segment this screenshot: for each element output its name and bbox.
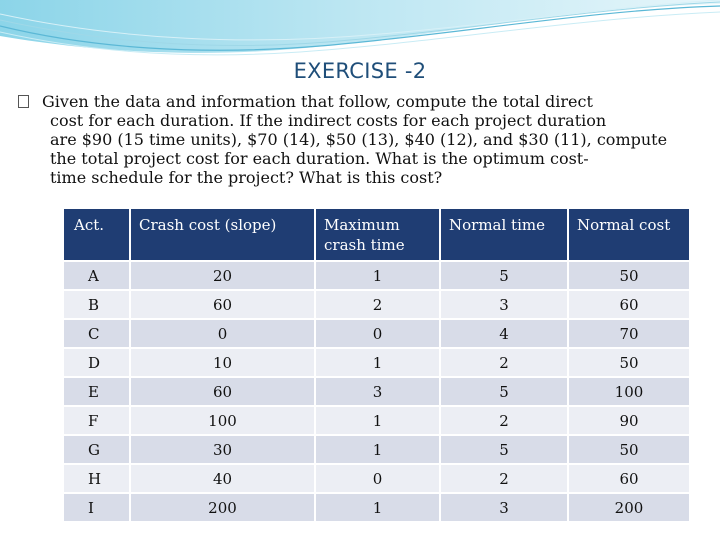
cell-normal-cost: 70 [568,319,690,348]
table-header-row [63,208,690,261]
cell-crash-cost: 10 [130,348,315,377]
cell-normal-time: 2 [440,464,568,493]
cell-max-crash-time: 0 [315,319,440,348]
cell-normal-time: 5 [440,261,568,290]
table-row [63,290,690,319]
table-row [63,348,690,377]
header-max-crash-time: Maximum crash time [315,208,440,261]
cell-max-crash-time: 1 [315,435,440,464]
activity-cost-table [62,207,691,523]
paragraph-line: the total project cost for each duration. What is the optimum cost- [50,149,589,168]
cell-normal-cost: 50 [568,348,690,377]
cell-normal-cost: 100 [568,377,690,406]
paragraph-line: cost for each duration. If the indirect costs for each project duration [50,111,607,130]
cell-crash-cost: 20 [130,261,315,290]
header-normal-cost: Normal cost [568,208,690,261]
paragraph-line: time schedule for the project? What is this cost? [50,168,443,187]
cell-crash-cost: 40 [130,464,315,493]
cell-normal-time: 2 [440,348,568,377]
paragraph-line: are $90 (15 time units), $70 (14), $50 (13), $40 (12), and $30 (11), compute [50,130,668,149]
exercise-paragraph [18,92,698,187]
cell-normal-time: 3 [440,493,568,522]
cell-normal-cost: 50 [568,261,690,290]
cell-normal-time: 4 [440,319,568,348]
cell-crash-cost: 60 [130,290,315,319]
header-activity: Act. [63,208,130,261]
cell-max-crash-time: 2 [315,290,440,319]
slide-title: EXERCISE -2 [293,59,427,83]
cell-activity: G [63,435,130,464]
cell-activity: B [63,290,130,319]
cell-normal-time: 5 [440,435,568,464]
cell-normal-time: 2 [440,406,568,435]
cell-normal-cost: 50 [568,435,690,464]
cell-max-crash-time: 1 [315,261,440,290]
paragraph-line: Given the data and information that follow, compute the total direct [42,92,593,111]
cell-normal-time: 5 [440,377,568,406]
cell-max-crash-time: 0 [315,464,440,493]
cell-normal-cost: 90 [568,406,690,435]
cell-normal-cost: 200 [568,493,690,522]
table-row [63,435,690,464]
cell-activity: C [63,319,130,348]
cell-activity: A [63,261,130,290]
header-normal-time: Normal time [440,208,568,261]
table-row [63,377,690,406]
table-row [63,493,690,522]
bullet-box-icon [18,95,29,108]
cell-activity: H [63,464,130,493]
cell-crash-cost: 100 [130,406,315,435]
header-crash-cost: Crash cost (slope) [130,208,315,261]
cell-normal-time: 3 [440,290,568,319]
cell-activity: I [63,493,130,522]
header-wave-decoration [0,0,720,62]
cell-max-crash-time: 1 [315,493,440,522]
table-row [63,261,690,290]
cell-max-crash-time: 1 [315,348,440,377]
cell-activity: E [63,377,130,406]
cell-crash-cost: 0 [130,319,315,348]
cell-crash-cost: 30 [130,435,315,464]
cell-crash-cost: 200 [130,493,315,522]
cell-activity: F [63,406,130,435]
cell-normal-cost: 60 [568,290,690,319]
table-row [63,406,690,435]
cell-max-crash-time: 1 [315,406,440,435]
cell-activity: D [63,348,130,377]
table-row [63,464,690,493]
table-row [63,319,690,348]
cell-normal-cost: 60 [568,464,690,493]
cell-max-crash-time: 3 [315,377,440,406]
cell-crash-cost: 60 [130,377,315,406]
